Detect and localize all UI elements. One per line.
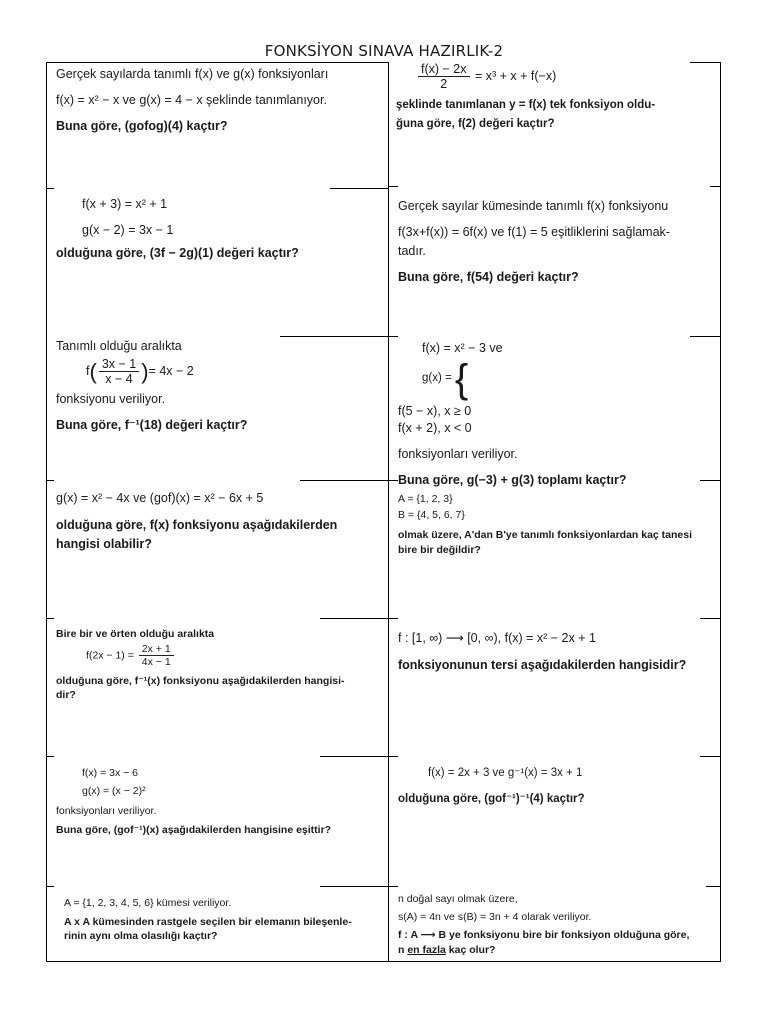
question-text: fonksiyonları veriliyor. <box>398 446 518 461</box>
question-prompt: olduğuna göre, f(x) fonksiyonu aşağıdakilerden <box>56 517 338 532</box>
question-prompt: olduğuna göre, f⁻¹(x) fonksiyonu aşağıdakilerden hangisi- <box>56 675 345 688</box>
question-prompt: Buna göre, (gof⁻¹)(x) aşağıdakilerden hangisine eşittir? <box>56 823 332 836</box>
row-separator <box>388 186 398 187</box>
question-equation: f : [1, ∞) ⟶ [0, ∞), f(x) = x² − 2x + 1 <box>398 631 596 645</box>
function-name: f <box>86 364 90 379</box>
question-7 <box>56 490 386 562</box>
question-prompt: ğuna göre, f(2) değeri kaçtır? <box>396 118 555 131</box>
equation-rhs: = x³ + x + f(−x) <box>474 69 557 84</box>
row-separator <box>388 618 398 619</box>
question-prompt: A x A kümesinden rastgele seçilen bir elemanın bileşenle- <box>64 916 352 929</box>
question-text: Gerçek sayılarda tanımlı f(x) ve g(x) fonksiyonları <box>56 67 329 81</box>
question-prompt: fonksiyonunun tersi aşağıdakilerden hangisidir? <box>398 657 687 672</box>
piecewise-case: f(x + 2), x < 0 <box>398 420 472 435</box>
question-text: f(x) = x² − x ve g(x) = 4 − x şeklinde tanımlanıyor. <box>56 92 327 107</box>
brace-symbol: { <box>454 356 469 401</box>
fraction-numerator: 2x + 1 <box>139 643 174 656</box>
row-separator <box>280 336 388 337</box>
grid-center-divider <box>388 62 389 962</box>
question-9 <box>56 627 386 709</box>
row-separator <box>388 756 398 757</box>
question-text: n doğal sayı olmak üzere, <box>398 893 518 905</box>
fraction <box>418 62 470 92</box>
row-separator <box>700 756 720 757</box>
question-equation <box>416 62 718 92</box>
question-text: f(3x+f(x)) = 6f(x) ve f(1) = 5 eşitliklerini sağlamak- <box>398 224 670 239</box>
question-11 <box>56 766 386 843</box>
set-definition: A = {1, 2, 3, 4, 5, 6} kümesi veriliyor. <box>64 897 232 909</box>
row-separator <box>320 618 388 619</box>
question-prompt: olduğuna göre, (3f − 2g)(1) değeri kaçtır? <box>56 245 299 260</box>
row-separator <box>388 886 398 887</box>
question-text: fonksiyonu veriliyor. <box>56 391 166 406</box>
row-separator <box>320 756 388 757</box>
row-separator <box>46 618 54 619</box>
fraction-denominator: x − 4 <box>105 372 133 387</box>
row-separator <box>388 336 398 337</box>
question-prompt: olmak üzere, A'dan B'ye tanımlı fonksiyonlardan kaç tanesi <box>398 529 693 542</box>
question-2 <box>396 62 718 142</box>
question-prompt: f : A ⟶ B ye fonksiyonu bire bir fonksiyon olduğuna göre, <box>398 929 690 942</box>
question-5 <box>56 338 386 442</box>
row-separator <box>300 480 388 481</box>
row-separator <box>320 886 388 887</box>
piecewise-label: g(x) = <box>422 372 452 385</box>
question-equation: f(x) = x² − 3 ve <box>422 341 503 355</box>
fraction <box>139 643 174 668</box>
question-equation <box>86 643 386 668</box>
question-6 <box>398 340 718 497</box>
piecewise-function <box>422 356 718 401</box>
question-text: fonksiyonları veriliyor. <box>56 805 157 818</box>
prompt-part: kaç olur? <box>445 943 496 956</box>
question-13 <box>64 896 386 950</box>
question-prompt: bire bir değildir? <box>398 543 481 556</box>
question-12 <box>398 766 718 816</box>
question-prompt: dir? <box>56 689 76 702</box>
question-prompt <box>398 943 718 957</box>
question-equation <box>86 357 386 387</box>
question-equation: f(x + 3) = x² + 1 <box>82 197 168 211</box>
set-definition: B = {4, 5, 6, 7} <box>398 509 465 522</box>
question-text: s(A) = 4n ve s(B) = 3n + 4 olarak veriliyor. <box>398 911 592 924</box>
question-equation: f(x) = 3x − 6 <box>82 767 139 779</box>
row-separator <box>710 186 720 187</box>
question-prompt: şeklinde tanımlanan y = f(x) tek fonksiyon oldu- <box>396 98 656 111</box>
equation-rhs: = 4x − 2 <box>148 364 194 379</box>
row-separator <box>700 618 720 619</box>
fraction <box>99 357 139 387</box>
question-10 <box>398 630 718 683</box>
question-equation: f(x) = 2x + 3 ve g⁻¹(x) = 3x + 1 <box>428 767 583 779</box>
question-prompt: Buna göre, f(54) değeri kaçtır? <box>398 269 579 284</box>
paren-open: ( <box>89 358 97 384</box>
question-8 <box>398 492 718 563</box>
question-equation: g(x − 2) = 3x − 1 <box>82 222 174 237</box>
question-prompt: olduğuna göre, (gof⁻¹)⁻¹(4) kaçtır? <box>398 792 585 805</box>
fraction-numerator: 3x − 1 <box>99 357 139 372</box>
question-1 <box>56 66 386 144</box>
set-definition: A = {1, 2, 3} <box>398 493 453 505</box>
question-text: Bire bir ve örten olduğu aralıkta <box>56 628 215 640</box>
grid-right-border <box>720 62 721 962</box>
question-text: Gerçek sayılar kümesinde tanımlı f(x) fonksiyonu <box>398 199 669 213</box>
question-prompt: Buna göre, (gofog)(4) kaçtır? <box>56 118 228 133</box>
question-text: Tanımlı olduğu aralıkta <box>56 339 182 353</box>
function-name: f(2x − 1) = <box>86 649 134 662</box>
fraction-denominator: 4x − 1 <box>141 656 171 669</box>
row-separator <box>690 336 720 337</box>
grid-top-border <box>46 62 388 63</box>
question-equation: g(x) = (x − 2)² <box>82 785 146 798</box>
prompt-part: n <box>398 943 408 956</box>
row-separator <box>330 188 388 189</box>
page-title: FONKSİYON SINAVA HAZIRLIK-2 <box>264 42 504 60</box>
emphasis-underline: en fazla <box>407 943 446 956</box>
question-prompt: rinin aynı olma olasılığı kaçtır? <box>64 930 218 943</box>
question-text: tadır. <box>398 243 426 258</box>
question-prompt: Buna göre, g(−3) + g(3) toplamı kaçtır? <box>398 472 627 487</box>
row-separator <box>46 756 54 757</box>
row-separator <box>46 188 54 189</box>
fraction-denominator: 2 <box>440 77 448 92</box>
row-separator <box>388 480 398 481</box>
row-separator <box>46 480 54 481</box>
grid-left-border <box>46 62 47 962</box>
fraction-numerator: f(x) − 2x <box>418 62 470 77</box>
question-prompt: Buna göre, f⁻¹(18) değeri kaçtır? <box>56 417 248 432</box>
question-equation: g(x) = x² − 4x ve (gof)(x) = x² − 6x + 5 <box>56 491 264 505</box>
paren-close: ) <box>141 358 149 384</box>
question-4 <box>398 198 718 295</box>
row-separator <box>46 886 54 887</box>
question-14 <box>398 892 718 963</box>
question-3 <box>56 196 386 271</box>
question-prompt: hangisi olabilir? <box>56 536 152 551</box>
row-separator <box>706 886 720 887</box>
piecewise-case: f(5 − x), x ≥ 0 <box>398 403 472 418</box>
